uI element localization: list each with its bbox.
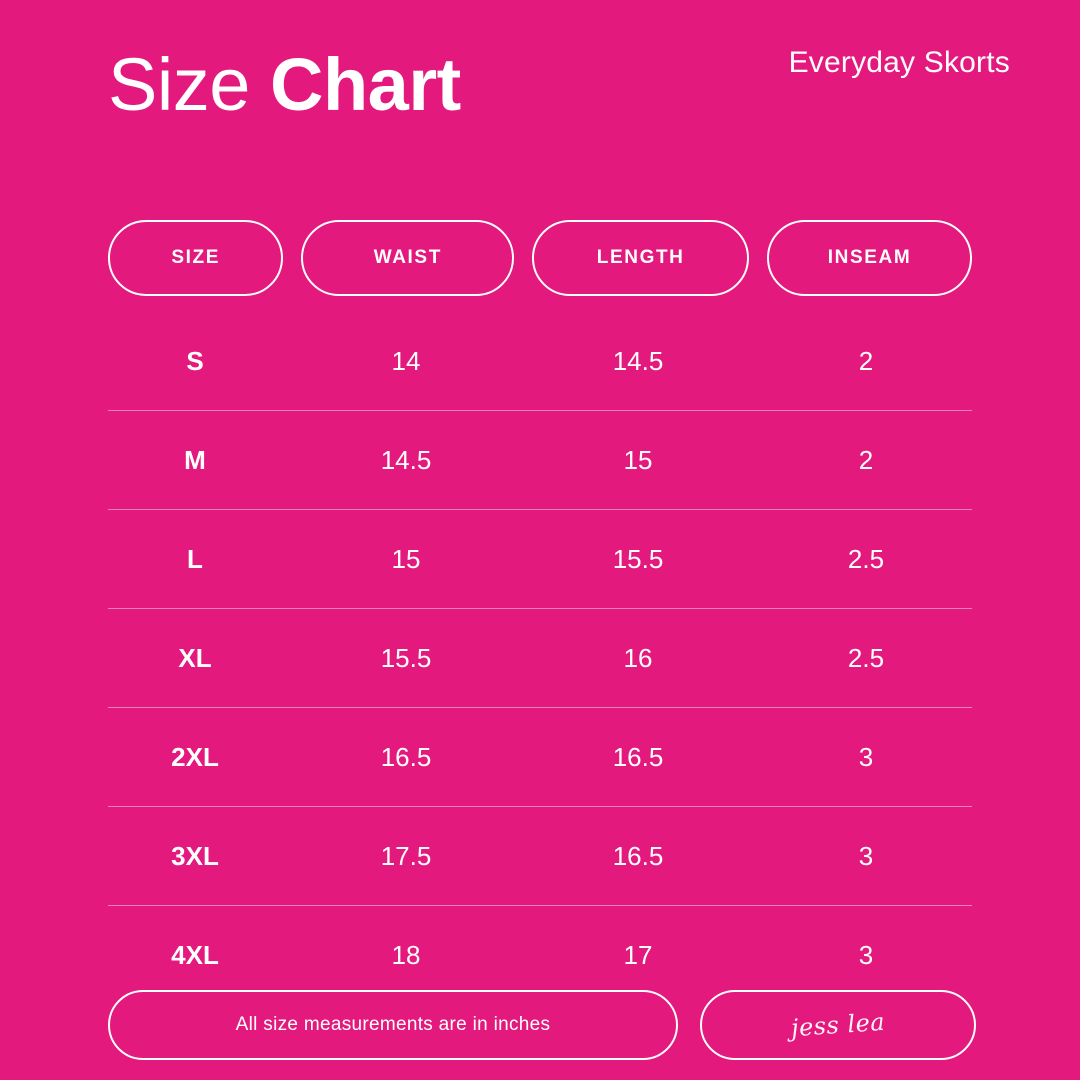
cell-length: 17 bbox=[623, 939, 653, 970]
cell-inseam: 3 bbox=[858, 939, 874, 970]
table-row bbox=[108, 510, 972, 609]
cell-size: L bbox=[187, 543, 203, 574]
product-name: Everyday Skorts bbox=[788, 46, 1010, 79]
cell-size: 3XL bbox=[171, 840, 219, 871]
cell-inseam: 2.5 bbox=[847, 642, 885, 673]
cell-inseam: 2.5 bbox=[847, 543, 885, 574]
column-header-inseam: INSEAM bbox=[767, 220, 972, 296]
cell-length: 16.5 bbox=[612, 741, 664, 772]
brand-logo-pill bbox=[700, 990, 976, 1060]
table-row bbox=[108, 312, 972, 411]
brand-logo-text: jess lea bbox=[790, 1007, 886, 1043]
cell-size: S bbox=[186, 345, 204, 376]
footer bbox=[108, 990, 972, 1060]
cell-inseam: 3 bbox=[858, 741, 874, 772]
column-header-size: SIZE bbox=[108, 220, 283, 296]
cell-inseam: 2 bbox=[858, 345, 874, 376]
page-title bbox=[108, 43, 461, 126]
cell-length: 14.5 bbox=[612, 345, 664, 376]
cell-waist: 15 bbox=[391, 543, 421, 574]
cell-inseam: 2 bbox=[858, 444, 874, 475]
column-header-length: LENGTH bbox=[532, 220, 749, 296]
cell-length: 16.5 bbox=[612, 840, 664, 871]
cell-waist: 15.5 bbox=[380, 642, 432, 673]
table-header-row bbox=[108, 220, 972, 296]
table-body bbox=[108, 312, 972, 1004]
table-row bbox=[108, 807, 972, 906]
cell-waist: 17.5 bbox=[380, 840, 432, 871]
cell-size: 4XL bbox=[171, 939, 219, 970]
table-row bbox=[108, 609, 972, 708]
table-row bbox=[108, 411, 972, 510]
cell-size: M bbox=[184, 444, 206, 475]
cell-size: XL bbox=[178, 642, 212, 673]
header bbox=[108, 38, 1010, 148]
column-header-waist: WAIST bbox=[301, 220, 514, 296]
page-title-bold: Chart bbox=[270, 43, 461, 126]
cell-waist: 14.5 bbox=[380, 444, 432, 475]
cell-waist: 18 bbox=[391, 939, 421, 970]
size-chart-table bbox=[108, 220, 972, 1004]
measurement-note: All size measurements are in inches bbox=[108, 990, 678, 1060]
cell-length: 15 bbox=[623, 444, 653, 475]
cell-waist: 16.5 bbox=[380, 741, 432, 772]
table-row bbox=[108, 708, 972, 807]
cell-length: 15.5 bbox=[612, 543, 664, 574]
cell-length: 16 bbox=[623, 642, 653, 673]
cell-size: 2XL bbox=[171, 741, 219, 772]
page-title-light: Size bbox=[108, 43, 271, 126]
cell-inseam: 3 bbox=[858, 840, 874, 871]
cell-waist: 14 bbox=[391, 345, 421, 376]
